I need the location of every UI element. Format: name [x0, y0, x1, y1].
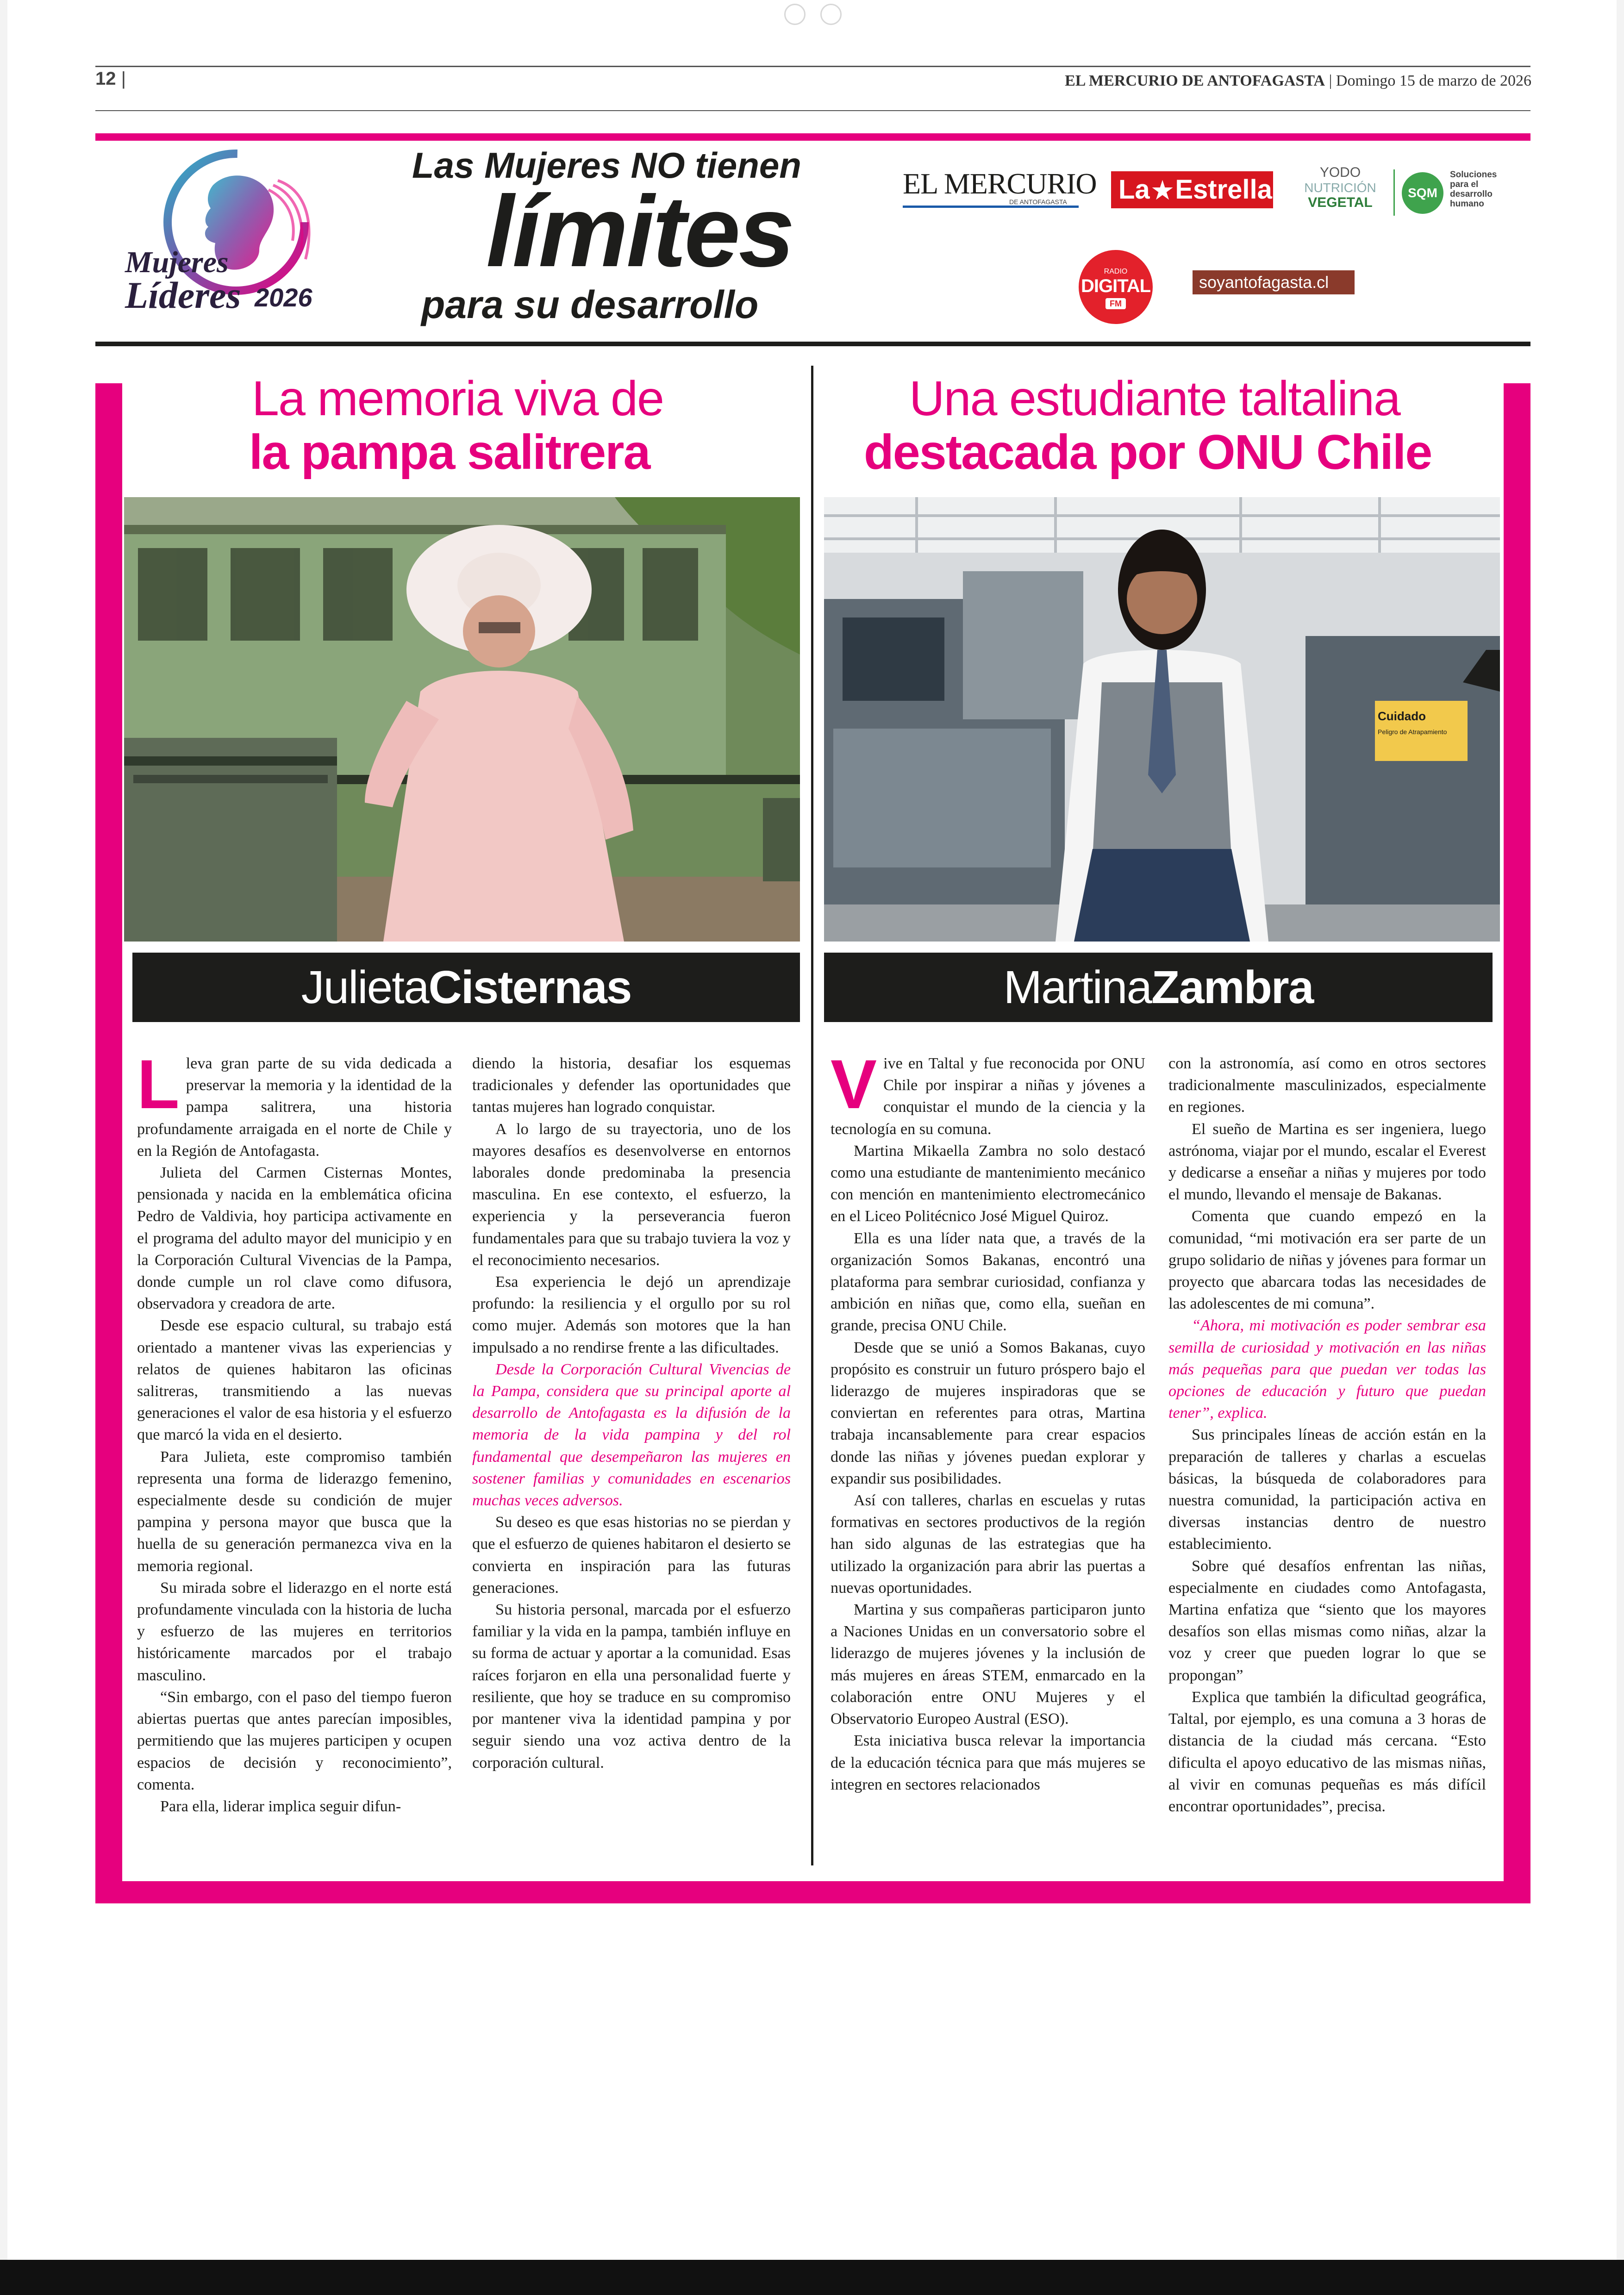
sponsor-la-estrella: La★Estrella [1111, 171, 1273, 208]
left-paragraph: Su historia personal, marcada por el esfuerzo familiar y la vida en la pampa, también influye en su forma de actuar y aportar a la comunidad. Esas raíces forjaron en ella una personalidad fuerte y resiliente, que hoy se traduce en su compromiso por mantener viva la identidad pampina y por seguir siendo una voz activa dentro de la corporación cultural. [472, 1601, 791, 1771]
right-name-last: Zambra [1151, 961, 1313, 1013]
right-paragraph: con la astronomía, así como en otros sectores tradicionalmente masculinizados, especialmente en regiones. [1168, 1055, 1486, 1116]
left-paragraph: Su mirada sobre el liderazgo en el norte está profundamente vinculada con la historia de lucha y esfuerzo de las mujeres en territorios históricamente marcados por el trabajo masculino. [137, 1579, 452, 1684]
folio-bottom-rule [95, 110, 1530, 111]
sponsor-sqm-logo: SQM [1402, 172, 1443, 214]
slogan-line-2: límites [486, 175, 793, 288]
sponsor-el-mercurio-underline [903, 206, 1079, 208]
photo-sign-cuidado: Cuidado [1378, 709, 1426, 723]
page-edge-left [0, 0, 7, 2260]
left-paragraph: leva gran parte de su vida dedicada a preservar la memoria y la identidad de la pampa salitrera, una historia profundamente arraigada en el norte de Chile y en la Región de Antofagasta. [137, 1055, 452, 1160]
right-title-line-1: Una estudiante taltalina [909, 371, 1400, 426]
right-paragraph: Explica que también la dificultad geográfica, Taltal, por ejemplo, es una comuna a 3 horas de distancia de la ciudad más cercana. “Esto dificulta el apoyo educativo de las mismas niñas, al vivir en comunas pequeñas es más difícil encontrar oportunidades”, precisa. [1168, 1688, 1486, 1815]
left-paragraph: Su deseo es que esas historias no se pierdan y que el esfuerzo de quienes habitaron el desierto se convierta en inspiración para las futuras generaciones. [472, 1514, 791, 1597]
folio-top-rule [95, 66, 1530, 67]
header-top-bar [95, 133, 1530, 141]
right-paragraph: Esta iniciativa busca relevar la importancia de la educación técnica para que más mujeres se integren en sectores relacionados [831, 1732, 1145, 1793]
sponsor-el-mercurio: EL MERCURIO [903, 167, 1097, 200]
right-paragraph: Sobre qué desafíos enfrentan las niñas, especialmente en ciudades como Antofagasta, Martina enfatiza que “siento que los mayores desafíos son ellas mismas como niñas, alzar la voz y creer que pueden lograr lo que se propongan” [1168, 1557, 1486, 1684]
left-dropcap: L [137, 1045, 180, 1123]
right-dropcap: V [831, 1045, 877, 1123]
left-pull-quote: Desde la Corporación Cultural Vivencias de la Pampa, considera que su principal aporte al desarrollo de Antofagasta es la difusión de la memoria de la vida pampina y del rol fundamental que desempeñaron las mujeres en sostener familias y comunidades en escenarios muchas veces adversos. [472, 1360, 791, 1509]
right-paragraph: Ella es una líder nata que, a través de la organización Somos Bakanas, encontró una plataforma para sembrar curiosidad, confianza y ambición en niñas que, como ella, sueñan en grande, precisa ONU Chile. [831, 1229, 1145, 1335]
folio-date: Domingo 15 de marzo de 2026 [1336, 72, 1531, 89]
left-title-line-2: la pampa salitrera [249, 425, 650, 480]
right-paragraph: Sus principales líneas de acción están en la preparación de talleres y charlas a escuelas básicas, la búsqueda de colaboradores para nuestra comunidad, la participación activa en diversas instancias dentro de nuestro establecimiento. [1168, 1426, 1486, 1553]
folio-newspaper: EL MERCURIO DE ANTOFAGASTA [1065, 72, 1325, 89]
logo-year: 2026 [255, 283, 312, 312]
left-column-2 [472, 1053, 791, 1774]
right-paragraph: El sueño de Martina es ser ingeniera, luego astrónoma, viajar por el mundo, escalar el Everest y dedicarse a enseñar a niñas y mujeres por todo el mundo, llevando el mensaje de Bakanas. [1168, 1120, 1486, 1204]
left-paragraph: Para Julieta, este compromiso también representa una forma de liderazgo femenino, especialmente desde su condición de mujer pampina y persona mayor que busca que la huella de su generación permanezca viva en la memoria regional. [137, 1448, 452, 1575]
right-paragraph: Martina Mikaella Zambra no solo destacó como una estudiante de mantenimiento mecánico con mención en mantenimiento electromecánico en el Liceo Politécnico José Miguel Quiroz. [831, 1142, 1145, 1225]
page-edge-right [1617, 0, 1624, 2260]
next-page-dot[interactable] [820, 4, 842, 25]
folio-masthead: EL MERCURIO DE ANTOFAGASTA | Domingo 15 de marzo de 2026 [1065, 72, 1531, 89]
right-title-line-2: destacada por ONU Chile [864, 425, 1432, 480]
right-pull-quote: “Ahora, mi motivación es poder sembrar esa semilla de curiosidad y motivación en las niñas más pequeñas para que puedan ver todas las opciones de educación y futuro que puedan tener”, explica. [1168, 1317, 1486, 1422]
left-name-last: Cisternas [428, 961, 631, 1013]
right-paragraph: Comenta que cuando empezó en la comunidad, “mi motivación era ser parte de un grupo solidario de niñas y jóvenes para formar un proyecto que abarcara todas las necesidades de las adolescentes de mi comuna”. [1168, 1208, 1486, 1313]
sponsor-yodo-nutricion: YODO NUTRICIÓN VEGETAL [1304, 165, 1376, 210]
right-paragraph: Así con talleres, charlas en escuelas y rutas formativas en sectores productivos de la región han sido algunas de las estrategias que ha utilizado la organización para abrir las puertas a nuevas oportunidades. [831, 1492, 1145, 1597]
left-paragraph: Esa experiencia le dejó un aprendizaje profundo: la resiliencia y el orgullo por su rol como mujer. Además son motores que la han impulsado a no rendirse frente a las dificultades. [472, 1273, 791, 1356]
right-paragraph: ive en Taltal y fue reconocida por ONU Chile por inspirar a niñas y jóvenes a conquistar el mundo de la ciencia y la tecnología en su comuna. [831, 1055, 1145, 1138]
sponsor-el-mercurio-sub: DE ANTOFAGASTA [1009, 198, 1067, 206]
slogan-line-1: Las Mujeres NO tienen [412, 145, 801, 186]
star-icon: ★ [1151, 177, 1174, 204]
slogan-line-3: para su desarrollo [421, 283, 759, 326]
mujeres-lideres-logo [120, 148, 338, 333]
prev-page-dot[interactable] [784, 4, 806, 25]
left-title-line-1: La memoria viva de [252, 371, 663, 426]
page-number: 12 | [95, 69, 126, 89]
left-name-first: Julieta [301, 961, 429, 1013]
right-paragraph: Desde que se unió a Somos Bakanas, cuyo propósito es construir un futuro próspero bajo el liderazgo de mujeres inspiradoras que se conviertan en referentes para otras, Martina trabaja incansablemente para crear espacios donde las niñas y jóvenes puedan explorar y expandir sus posibilidades. [831, 1339, 1145, 1487]
right-column-1 [831, 1045, 1145, 1796]
left-paragraph: diendo la historia, desafiar los esquemas tradicionales y defender las oportunidades que tantas mujeres han logrado conquistar. [472, 1055, 791, 1116]
logo-word-lideres: Líderes [125, 274, 241, 316]
left-paragraph: Julieta del Carmen Cisternas Montes, pensionada y nacida en la emblemática oficina Pedro de Valdivia, hoy participa activamente en el programa del adulto mayor del municipio y en la Corporación Cultural Vivencias de la Pampa, donde cumple un rol clave como difusora, observadora y creadora de arte. [137, 1164, 452, 1313]
left-name-bar [132, 953, 800, 1022]
photo-sign-peligro: Peligro de Atrapamiento [1378, 728, 1447, 736]
sponsor-sqm-tagline: Soluciones para el desarrollo humano [1450, 170, 1497, 209]
left-paragraph: A lo largo de su trayectoria, uno de los mayores desafíos es desenvolverse en entornos laborales donde predominaba la presencia masculina. En ese contexto, el esfuerzo, la experiencia y la perseverancia fueron fundamentales para que su trabajo tuviera la voz y el reconocimiento necesarios. [472, 1120, 791, 1269]
left-paragraph: Desde ese espacio cultural, su trabajo está orientado a mantener vivas las experiencias y relatos de quienes habitaron las oficinas salitreras, transmitiendo a las nuevas generaciones el valor de esa historia y el esfuerzo que marcó la vida en el desierto. [137, 1317, 452, 1444]
right-name-bar [824, 953, 1493, 1022]
sponsor-soyantofagasta: soyantofagasta.cl [1193, 270, 1355, 294]
left-story-photo [124, 497, 800, 942]
left-paragraph: “Sin embargo, con el paso del tiempo fueron abiertas puertas que antes parecían imposibles, permitiendo que las mujeres participen y ocupen espacios de decisión y reconocimiento”, comenta. [137, 1688, 452, 1793]
viewer-bottom-bar [0, 2260, 1624, 2295]
right-name-first: Martina [1003, 961, 1152, 1013]
right-column-2 [1168, 1053, 1486, 1817]
right-paragraph: Martina y sus compañeras participaron junto a Naciones Unidas en un conversatorio sobre el liderazgo de mujeres jóvenes y la inclusión de más mujeres en áreas STEM, enmarcado en la colaboración entre ONU Mujeres y el Observatorio Europeo Austral (ESO). [831, 1601, 1145, 1728]
header-bottom-bar [95, 342, 1530, 346]
left-column-1 [137, 1045, 452, 1817]
right-story-photo [824, 497, 1500, 942]
logo-word-mujeres: Mujeres [125, 245, 229, 279]
left-paragraph: Para ella, liderar implica seguir difun- [160, 1797, 401, 1815]
center-divider [811, 366, 813, 1865]
sponsor-divider [1393, 169, 1395, 216]
sponsor-digital-fm: RADIO DIGITAL FM [1079, 250, 1153, 324]
